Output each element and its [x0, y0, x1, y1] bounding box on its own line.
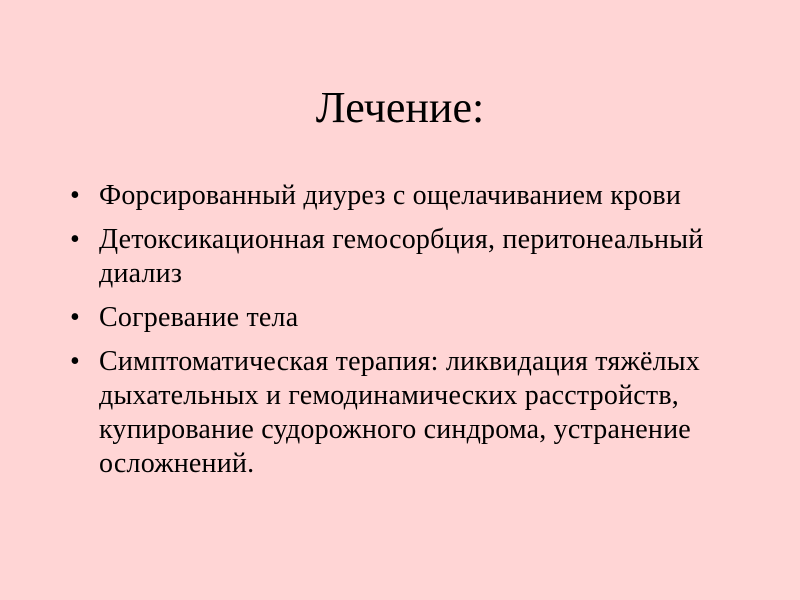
bullet-text: Согревание тела	[99, 302, 299, 333]
bullet-dot-icon: •	[70, 302, 81, 333]
bullet-item-symptomatic-therapy	[70, 345, 730, 481]
bullet-item-hemosorption	[70, 223, 730, 291]
bullet-dot-icon: •	[70, 224, 81, 255]
bullet-list	[70, 179, 730, 491]
bullet-item-warming	[70, 301, 730, 335]
bullet-text: Детоксикационная гемосорбция, перитонеальный диализ	[99, 224, 704, 289]
slide-title: Лечение:	[315, 83, 485, 132]
bullet-dot-icon: •	[70, 180, 81, 211]
bullet-text: Симптоматическая терапия: ликвидация тяжёлых дыхательных и гемодинамических расстройств, купирование судорожного синдрома, устранение осложнений.	[99, 346, 701, 479]
bullet-dot-icon: •	[70, 346, 81, 377]
bullet-text: Форсированный диурез с ощелачиванием крови	[99, 180, 682, 211]
bullet-item-forced-diuresis	[70, 179, 730, 213]
